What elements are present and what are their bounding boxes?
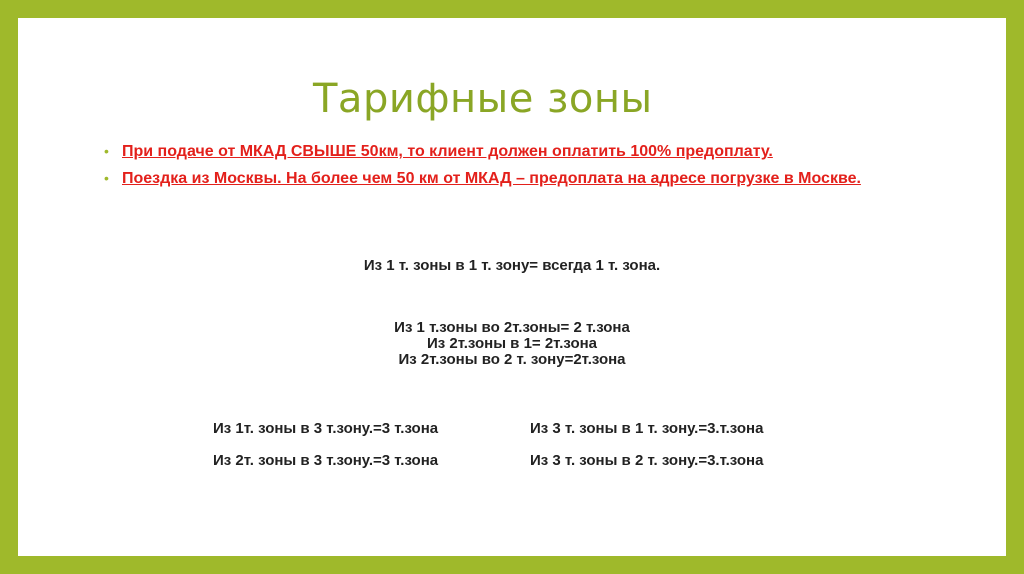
bullet-list	[104, 143, 924, 197]
bullet-item	[104, 170, 924, 187]
bullet-item	[104, 143, 924, 160]
bullet-text: При подаче от МКАД СВЫШЕ 50км, то клиент должен оплатить 100% предоплату.	[122, 143, 773, 160]
bullet-dot-icon: •	[104, 143, 109, 159]
bullet-text: Поездка из Москвы. На более чем 50 км от МКАД – предоплата на адресе погрузке в Москве.	[122, 170, 861, 187]
zone-rule-block	[18, 320, 1006, 368]
zone-rule-cell: Из 3 т. зоны в 1 т. зону.=3.т.зона	[530, 420, 764, 437]
zone-rule-cell: Из 2т. зоны в 3 т.зону.=3 т.зона	[213, 452, 439, 469]
zone-rule-line: Из 2т.зоны во 2 т. зону=2т.зона	[398, 351, 626, 368]
zone-rule-line: Из 1 т.зоны во 2т.зоны= 2 т.зона	[394, 319, 630, 336]
bullet-dot-icon: •	[104, 170, 109, 186]
zone-rule-line: Из 1 т. зоны в 1 т. зону= всегда 1 т. зона.	[363, 257, 661, 274]
zone-rule-line: Из 2т.зоны в 1= 2т.зона	[426, 335, 598, 352]
slide-title: Тарифные зоны	[313, 76, 653, 122]
zone-rule-cell: Из 3 т. зоны в 2 т. зону.=3.т.зона	[530, 452, 764, 469]
slide	[18, 18, 1006, 556]
zone-rule-cell: Из 1т. зоны в 3 т.зону.=3 т.зона	[213, 420, 439, 437]
